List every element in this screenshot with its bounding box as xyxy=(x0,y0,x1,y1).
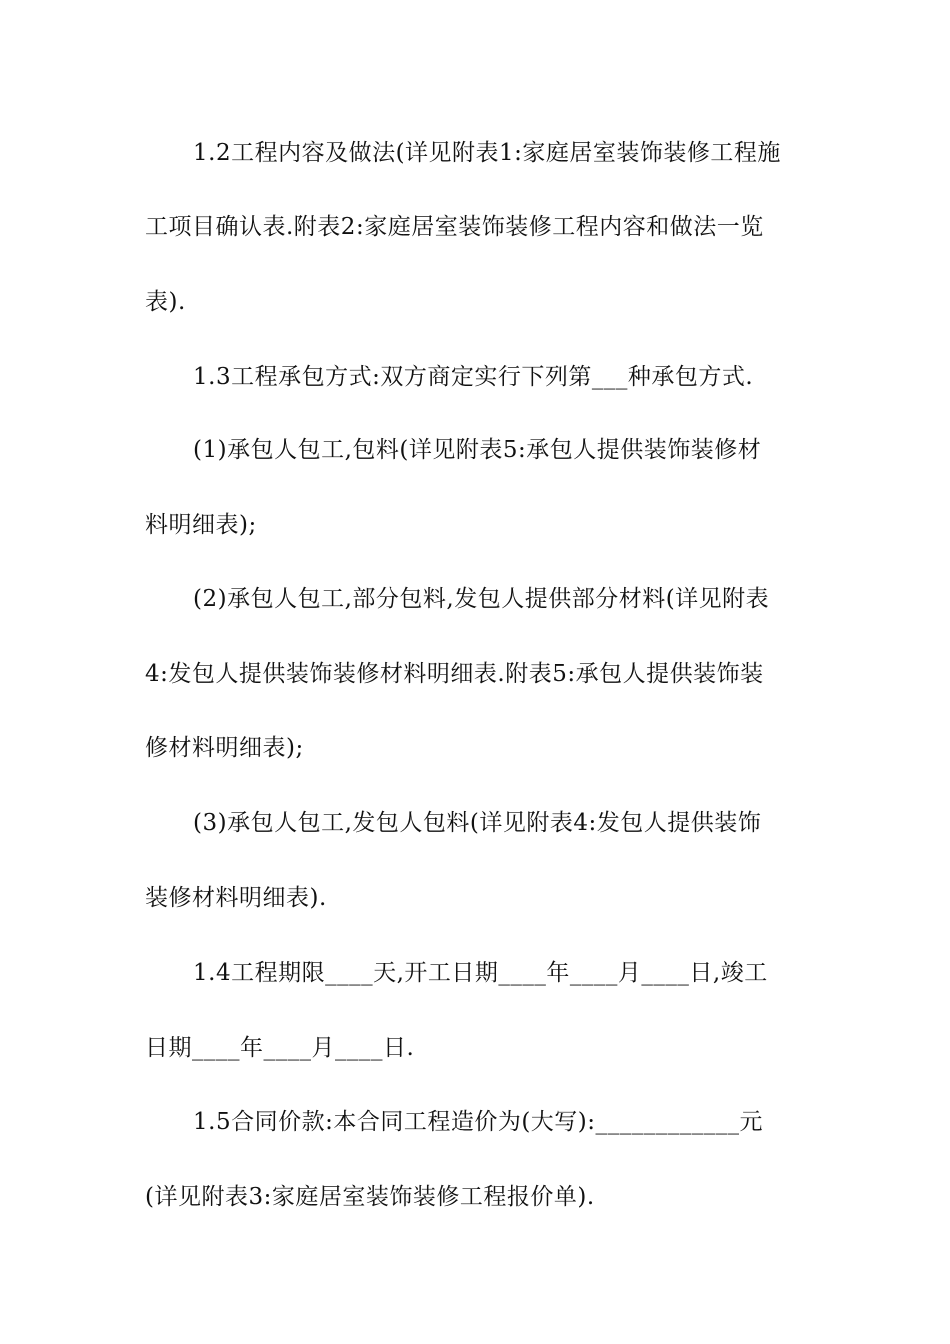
text-line: 4:发包人提供装饰装修材料明细表.附表5:承包人提供装饰装 xyxy=(145,661,764,687)
text-line: 装修材料明细表). xyxy=(145,885,327,911)
text-line: 1.3工程承包方式:双方商定实行下列第___种承包方式. xyxy=(193,364,754,390)
text-line: 修材料明细表); xyxy=(145,735,304,761)
text-line: 1.5合同价款:本合同工程造价为(大写):____________元 xyxy=(193,1109,764,1135)
text-line: (3)承包人包工,发包人包料(详见附表4:发包人提供装饰 xyxy=(193,810,762,836)
text-line: 表). xyxy=(145,289,186,315)
text-line: 料明细表); xyxy=(145,512,257,538)
text-line: 工项目确认表.附表2:家庭居室装饰装修工程内容和做法一览 xyxy=(145,214,764,240)
text-line: (2)承包人包工,部分包料,发包人提供部分材料(详见附表 xyxy=(193,586,770,612)
text-line: 1.2工程内容及做法(详见附表1:家庭居室装饰装修工程施 xyxy=(193,140,781,166)
text-line: (1)承包人包工,包料(详见附表5:承包人提供装饰装修材 xyxy=(193,437,762,463)
text-line: 日期____年____月____日. xyxy=(145,1035,415,1061)
text-line: (详见附表3:家庭居室装饰装修工程报价单). xyxy=(145,1184,595,1210)
text-line: 1.4工程期限____天,开工日期____年____月____日,竣工 xyxy=(193,960,768,986)
